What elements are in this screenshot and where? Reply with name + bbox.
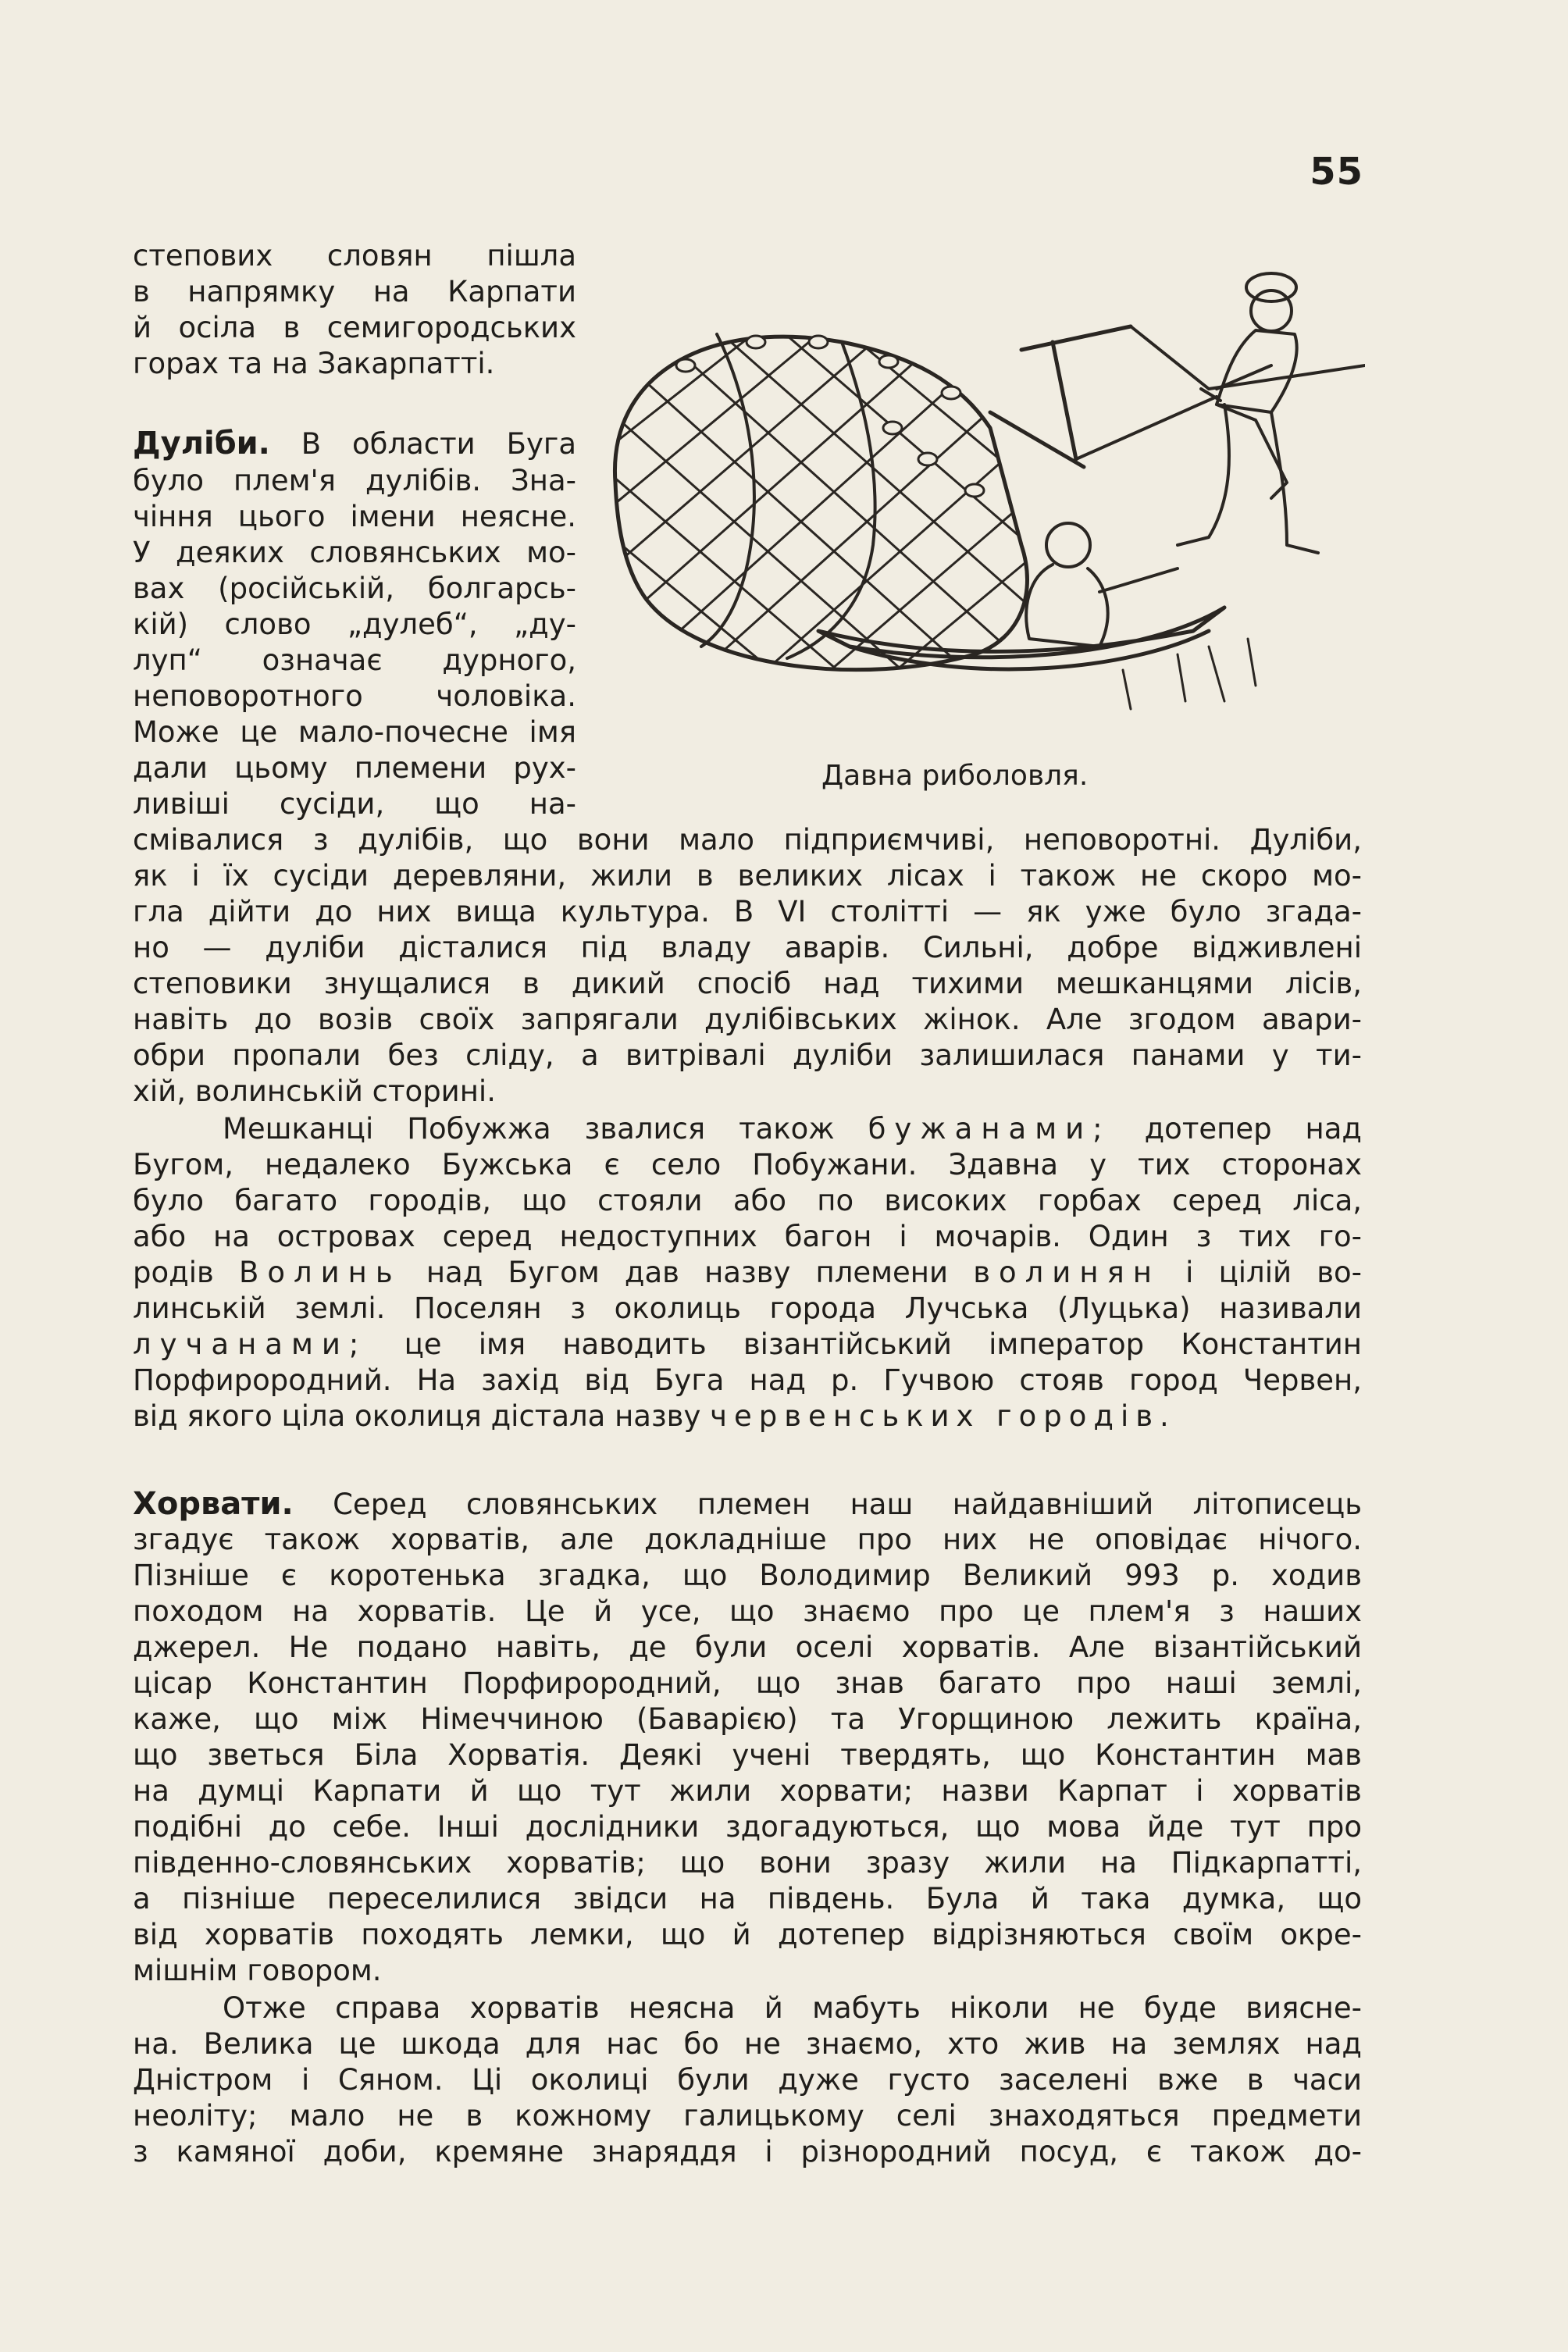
text-line: навіть до возів своїх запрягали дулібівських жінок. Але згодом авари- (133, 1003, 1362, 1036)
text-line: но — дуліби дісталися під владу аварів. Сильні, добре відживлені (133, 931, 1362, 964)
text-line: родів Волинь над Бугом дав назву племени волинян і цілій во- (133, 1256, 1362, 1289)
text-line: Може це мало-почесне імя (133, 715, 576, 749)
text-line: неоліту; мало не в кожному галицькому селі знаходяться предмети (133, 2099, 1362, 2133)
text-line: гла дійти до них вища культура. В VI столітті — як уже було згада- (133, 895, 1362, 928)
text-line: лучанами; це імя наводить візантійський імператор Константин (133, 1327, 1362, 1361)
fisherman-standing-icon (1178, 273, 1318, 553)
text-line: або на островах серед недоступних багон і мочарів. Один з тих го- (133, 1220, 1362, 1253)
page-number: 55 (1310, 150, 1363, 194)
fisherman-boat-icon (1026, 523, 1178, 647)
boat-icon (818, 608, 1224, 669)
text-line: мішнім говором. (133, 1954, 382, 1987)
text-line: кій) слово „дулеб“, „ду- (133, 608, 576, 641)
text-line: каже, що між Німеччиною (Баварією) та Угорщиною лежить країна, (133, 1702, 1362, 1736)
text-line: джерел. Не подано навіть, де були оселі хорватів. Але візантійський (133, 1630, 1362, 1664)
text-line: від хорватів походять лемки, що й дотепер відрізняються своїм окре- (133, 1918, 1362, 1951)
text-line: Пізніше є коротенька згадка, що Володимир Великий 993 р. ходив (133, 1559, 1362, 1592)
text-line: на думці Карпати й що тут жили хорвати; назви Карпат і хорватів (133, 1774, 1362, 1808)
fishing-illustration (584, 264, 1365, 748)
text-line: й осіла в семигородських (133, 311, 576, 344)
text-line: з камяної доби, кремяне знаряддя і різнородний посуд, є також до- (133, 2135, 1362, 2168)
text-line: чіння цього імени неясне. (133, 500, 576, 533)
text-line: походом на хорватів. Це й усе, що знаємо про це плем'я з наших (133, 1595, 1362, 1628)
text-line: горах та на Закарпатті. (133, 347, 495, 380)
section-heading-duliby: Дуліби. (133, 426, 270, 461)
text-line: неповоротного чоловіка. (133, 679, 576, 713)
text-line: південно-словянських хорватів; що вони зразу жили на Підкарпатті, (133, 1846, 1362, 1880)
text-line: обри пропали без сліду, а витрівалі дуліби залишилася панами у ти- (133, 1039, 1362, 1072)
text-line: цісар Константин Порфирородний, що знав багато про наші землі, (133, 1666, 1362, 1700)
text-line: линській землі. Поселян з околиць города Лучська (Луцька) називали (133, 1292, 1362, 1325)
net-icon (584, 295, 1084, 748)
text-line: степових словян пішла (133, 239, 576, 273)
text-line: подібні до себе. Інші дослідники здогадуються, що мова йде тут про (133, 1810, 1362, 1844)
text-line: ливіші сусіди, що на- (133, 787, 576, 821)
text-line: від якого ціла околиця дістала назву червенських городів. (133, 1399, 1176, 1433)
text-line: що зветься Біла Хорватія. Деякі учені твердять, що Константин мав (133, 1738, 1362, 1772)
paragraph-first-line: Хорвати. Серед словянських племен наш найдавніший літописець (133, 1487, 1362, 1522)
text-line: на. Велика це шкода для нас бо не знаємо, хто жив на землях над (133, 2027, 1362, 2061)
text-line: а пізніше переселилися звідси на південь. Була й така думка, що (133, 1882, 1362, 1915)
text-line: в напрямку на Карпати (133, 275, 576, 308)
text-line: Дністром і Сяном. Ці околиці були дуже густо заселені вже в часи (133, 2063, 1362, 2097)
text-line: У деяких словянських мо- (133, 536, 576, 569)
text-line: дали цьому племени рух- (133, 751, 576, 785)
text-line: Отже справа хорватів неясна й мабуть ніколи не буде виясне- (223, 1991, 1362, 2025)
text-line: було багато городів, що стояли або по високих горбах серед ліса, (133, 1184, 1362, 1217)
text-line: хій, волинській сторині. (133, 1074, 496, 1108)
text-line: вах (російській, болгарсь- (133, 572, 576, 605)
text-line: було плем'я дулібів. Зна- (133, 464, 576, 497)
paragraph-first-line: Дуліби. В области Буга (133, 426, 576, 461)
text-line: Бугом, недалеко Бужська є село Побужани. Здавна у тих сторонах (133, 1148, 1362, 1181)
text-line: як і їх сусіди деревляни, жили в великих лісах і також не скоро мо- (133, 859, 1362, 893)
section-heading-horvaty: Хорвати. (133, 1487, 294, 1522)
figure-caption: Давна риболовля. (821, 760, 1089, 792)
text-line: Мешканці Побужжа звалися також бужанами; дотепер над (223, 1112, 1362, 1146)
text-line: луп“ означає дурного, (133, 643, 576, 677)
text-line: Порфирородний. На захід від Буга над р. Гучвою стояв город Червен, (133, 1363, 1362, 1397)
text-line: смівалися з дулібів, що вони мало підприємчиві, неповоротні. Дуліби, (133, 823, 1362, 857)
text-line: згадує також хорватів, але докладніше про них не оповідає нічого. (133, 1523, 1362, 1556)
text-line: степовики знущалися в дикий спосіб над тихими мешканцями лісів, (133, 967, 1362, 1000)
